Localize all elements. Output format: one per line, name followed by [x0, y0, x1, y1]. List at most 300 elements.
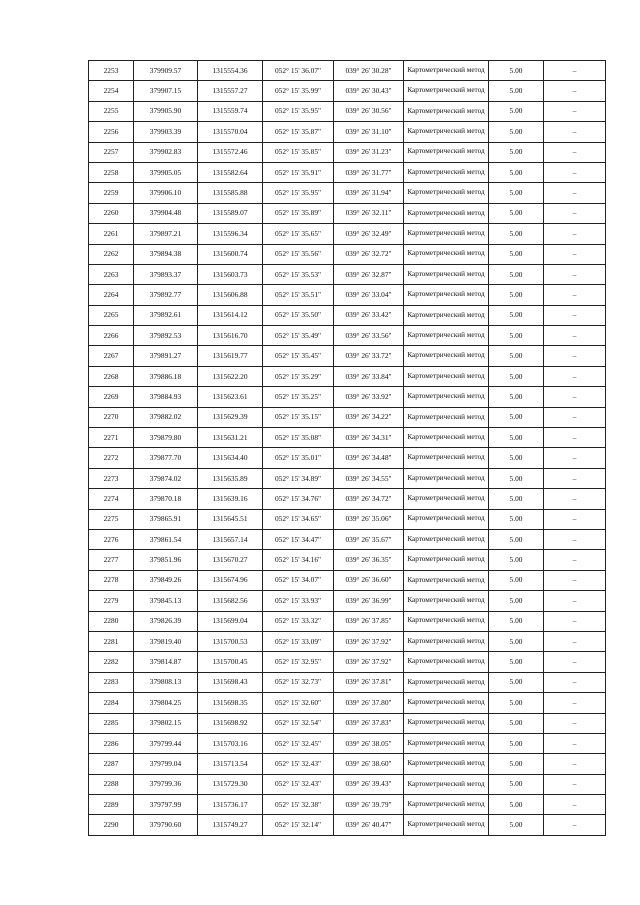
latitude-cell: 052° 15' 35.95" [263, 101, 334, 121]
table-row [89, 346, 606, 366]
y-coordinate-cell: 1315589.07 [198, 203, 263, 223]
latitude-cell: 052° 15' 34.65" [263, 509, 334, 529]
accuracy-cell: 5.00 [489, 244, 544, 264]
table-row [89, 754, 606, 774]
note-cell: – [544, 387, 606, 407]
table-row [89, 774, 606, 794]
accuracy-cell: 5.00 [489, 81, 544, 101]
longitude-cell: 039° 26' 35.67" [334, 529, 404, 549]
point-number-cell: 2261 [89, 224, 134, 244]
point-number-cell: 2262 [89, 244, 134, 264]
point-number-cell: 2277 [89, 550, 134, 570]
note-cell: – [544, 570, 606, 590]
method-cell: Картометрический метод [404, 570, 489, 590]
y-coordinate-cell: 1315557.27 [198, 81, 263, 101]
table-row [89, 183, 606, 203]
note-cell: – [544, 326, 606, 346]
method-cell: Картометрический метод [404, 509, 489, 529]
method-cell: Картометрический метод [404, 529, 489, 549]
note-cell: – [544, 142, 606, 162]
accuracy-cell: 5.00 [489, 61, 544, 81]
longitude-cell: 039° 26' 33.04" [334, 285, 404, 305]
table-row [89, 264, 606, 284]
latitude-cell: 052° 15' 34.76" [263, 489, 334, 509]
latitude-cell: 052° 15' 35.15" [263, 407, 334, 427]
x-coordinate-cell: 379808.13 [134, 672, 198, 692]
x-coordinate-cell: 379802.15 [134, 713, 198, 733]
note-cell: – [544, 631, 606, 651]
accuracy-cell: 5.00 [489, 754, 544, 774]
method-cell: Картометрический метод [404, 713, 489, 733]
table-row [89, 693, 606, 713]
x-coordinate-cell: 379892.53 [134, 326, 198, 346]
x-coordinate-cell: 379886.18 [134, 366, 198, 386]
method-cell: Картометрический метод [404, 489, 489, 509]
method-cell: Картометрический метод [404, 142, 489, 162]
note-cell: – [544, 366, 606, 386]
point-number-cell: 2279 [89, 591, 134, 611]
x-coordinate-cell: 379797.99 [134, 795, 198, 815]
longitude-cell: 039° 26' 33.56" [334, 326, 404, 346]
longitude-cell: 039° 26' 33.84" [334, 366, 404, 386]
y-coordinate-cell: 1315698.43 [198, 672, 263, 692]
longitude-cell: 039° 26' 35.06" [334, 509, 404, 529]
x-coordinate-cell: 379906.10 [134, 183, 198, 203]
latitude-cell: 052° 15' 35.25" [263, 387, 334, 407]
longitude-cell: 039° 26' 37.92" [334, 652, 404, 672]
note-cell: – [544, 611, 606, 631]
table-row [89, 326, 606, 346]
table-row [89, 428, 606, 448]
method-cell: Картометрический метод [404, 346, 489, 366]
longitude-cell: 039° 26' 30.28" [334, 61, 404, 81]
latitude-cell: 052° 15' 34.16" [263, 550, 334, 570]
note-cell: – [544, 162, 606, 182]
note-cell: – [544, 428, 606, 448]
x-coordinate-cell: 379804.25 [134, 693, 198, 713]
x-coordinate-cell: 379909.57 [134, 61, 198, 81]
longitude-cell: 039° 26' 30.43" [334, 81, 404, 101]
point-number-cell: 2270 [89, 407, 134, 427]
x-coordinate-cell: 379907.15 [134, 81, 198, 101]
longitude-cell: 039° 26' 37.80" [334, 693, 404, 713]
y-coordinate-cell: 1315700.45 [198, 652, 263, 672]
x-coordinate-cell: 379897.21 [134, 224, 198, 244]
point-number-cell: 2268 [89, 366, 134, 386]
x-coordinate-cell: 379799.44 [134, 733, 198, 753]
note-cell: – [544, 407, 606, 427]
longitude-cell: 039° 26' 40.47" [334, 815, 404, 835]
accuracy-cell: 5.00 [489, 448, 544, 468]
latitude-cell: 052° 15' 32.43" [263, 754, 334, 774]
y-coordinate-cell: 1315682.56 [198, 591, 263, 611]
longitude-cell: 039° 26' 34.72" [334, 489, 404, 509]
table-row [89, 733, 606, 753]
longitude-cell: 039° 26' 36.99" [334, 591, 404, 611]
accuracy-cell: 5.00 [489, 529, 544, 549]
note-cell: – [544, 550, 606, 570]
table-row [89, 468, 606, 488]
point-number-cell: 2290 [89, 815, 134, 835]
x-coordinate-cell: 379874.02 [134, 468, 198, 488]
accuracy-cell: 5.00 [489, 693, 544, 713]
x-coordinate-cell: 379882.02 [134, 407, 198, 427]
method-cell: Картометрический метод [404, 693, 489, 713]
accuracy-cell: 5.00 [489, 142, 544, 162]
method-cell: Картометрический метод [404, 387, 489, 407]
method-cell: Картометрический метод [404, 264, 489, 284]
table-row [89, 591, 606, 611]
latitude-cell: 052° 15' 35.29" [263, 366, 334, 386]
longitude-cell: 039° 26' 39.79" [334, 795, 404, 815]
longitude-cell: 039° 26' 33.92" [334, 387, 404, 407]
longitude-cell: 039° 26' 37.81" [334, 672, 404, 692]
accuracy-cell: 5.00 [489, 591, 544, 611]
method-cell: Картометрический метод [404, 428, 489, 448]
accuracy-cell: 5.00 [489, 733, 544, 753]
method-cell: Картометрический метод [404, 244, 489, 264]
accuracy-cell: 5.00 [489, 611, 544, 631]
table-row [89, 122, 606, 142]
method-cell: Картометрический метод [404, 652, 489, 672]
latitude-cell: 052° 15' 35.95" [263, 183, 334, 203]
point-number-cell: 2267 [89, 346, 134, 366]
y-coordinate-cell: 1315698.35 [198, 693, 263, 713]
latitude-cell: 052° 15' 33.93" [263, 591, 334, 611]
method-cell: Картометрический метод [404, 224, 489, 244]
method-cell: Картометрический метод [404, 672, 489, 692]
x-coordinate-cell: 379870.18 [134, 489, 198, 509]
method-cell: Картометрический метод [404, 326, 489, 346]
point-number-cell: 2286 [89, 733, 134, 753]
point-number-cell: 2283 [89, 672, 134, 692]
table-row [89, 550, 606, 570]
x-coordinate-cell: 379905.90 [134, 101, 198, 121]
accuracy-cell: 5.00 [489, 224, 544, 244]
longitude-cell: 039° 26' 31.77" [334, 162, 404, 182]
y-coordinate-cell: 1315585.88 [198, 183, 263, 203]
y-coordinate-cell: 1315700.53 [198, 631, 263, 651]
note-cell: – [544, 713, 606, 733]
latitude-cell: 052° 15' 35.85" [263, 142, 334, 162]
note-cell: – [544, 529, 606, 549]
method-cell: Картометрический метод [404, 733, 489, 753]
point-number-cell: 2276 [89, 529, 134, 549]
x-coordinate-cell: 379877.70 [134, 448, 198, 468]
method-cell: Картометрический метод [404, 550, 489, 570]
point-number-cell: 2266 [89, 326, 134, 346]
latitude-cell: 052° 15' 32.73" [263, 672, 334, 692]
longitude-cell: 039° 26' 36.35" [334, 550, 404, 570]
accuracy-cell: 5.00 [489, 468, 544, 488]
table-row [89, 713, 606, 733]
latitude-cell: 052° 15' 35.01" [263, 448, 334, 468]
latitude-cell: 052° 15' 35.51" [263, 285, 334, 305]
y-coordinate-cell: 1315570.04 [198, 122, 263, 142]
note-cell: – [544, 244, 606, 264]
accuracy-cell: 5.00 [489, 285, 544, 305]
y-coordinate-cell: 1315639.16 [198, 489, 263, 509]
longitude-cell: 039° 26' 37.83" [334, 713, 404, 733]
accuracy-cell: 5.00 [489, 326, 544, 346]
accuracy-cell: 5.00 [489, 570, 544, 590]
y-coordinate-cell: 1315698.92 [198, 713, 263, 733]
point-number-cell: 2256 [89, 122, 134, 142]
latitude-cell: 052° 15' 34.07" [263, 570, 334, 590]
table-row [89, 448, 606, 468]
method-cell: Картометрический метод [404, 81, 489, 101]
longitude-cell: 039° 26' 34.55" [334, 468, 404, 488]
point-number-cell: 2271 [89, 428, 134, 448]
point-number-cell: 2287 [89, 754, 134, 774]
longitude-cell: 039° 26' 38.60" [334, 754, 404, 774]
accuracy-cell: 5.00 [489, 774, 544, 794]
y-coordinate-cell: 1315699.04 [198, 611, 263, 631]
note-cell: – [544, 224, 606, 244]
accuracy-cell: 5.00 [489, 122, 544, 142]
longitude-cell: 039° 26' 30.56" [334, 101, 404, 121]
table-row [89, 81, 606, 101]
latitude-cell: 052° 15' 35.87" [263, 122, 334, 142]
accuracy-cell: 5.00 [489, 387, 544, 407]
y-coordinate-cell: 1315635.89 [198, 468, 263, 488]
latitude-cell: 052° 15' 36.07" [263, 61, 334, 81]
latitude-cell: 052° 15' 32.60" [263, 693, 334, 713]
latitude-cell: 052° 15' 35.50" [263, 305, 334, 325]
accuracy-cell: 5.00 [489, 305, 544, 325]
accuracy-cell: 5.00 [489, 509, 544, 529]
method-cell: Картометрический метод [404, 795, 489, 815]
point-number-cell: 2265 [89, 305, 134, 325]
note-cell: – [544, 448, 606, 468]
x-coordinate-cell: 379799.36 [134, 774, 198, 794]
y-coordinate-cell: 1315623.61 [198, 387, 263, 407]
longitude-cell: 039° 26' 33.72" [334, 346, 404, 366]
accuracy-cell: 5.00 [489, 815, 544, 835]
latitude-cell: 052° 15' 32.43" [263, 774, 334, 794]
longitude-cell: 039° 26' 36.60" [334, 570, 404, 590]
table-row [89, 611, 606, 631]
latitude-cell: 052° 15' 35.56" [263, 244, 334, 264]
table-row [89, 101, 606, 121]
y-coordinate-cell: 1315614.12 [198, 305, 263, 325]
point-number-cell: 2289 [89, 795, 134, 815]
table-row [89, 795, 606, 815]
point-number-cell: 2263 [89, 264, 134, 284]
accuracy-cell: 5.00 [489, 203, 544, 223]
method-cell: Картометрический метод [404, 162, 489, 182]
coordinates-table [88, 60, 606, 836]
latitude-cell: 052° 15' 35.89" [263, 203, 334, 223]
latitude-cell: 052° 15' 35.65" [263, 224, 334, 244]
accuracy-cell: 5.00 [489, 550, 544, 570]
y-coordinate-cell: 1315674.96 [198, 570, 263, 590]
accuracy-cell: 5.00 [489, 183, 544, 203]
method-cell: Картометрический метод [404, 101, 489, 121]
x-coordinate-cell: 379892.61 [134, 305, 198, 325]
x-coordinate-cell: 379790.60 [134, 815, 198, 835]
x-coordinate-cell: 379879.80 [134, 428, 198, 448]
method-cell: Картометрический метод [404, 774, 489, 794]
latitude-cell: 052° 15' 34.47" [263, 529, 334, 549]
y-coordinate-cell: 1315631.21 [198, 428, 263, 448]
coordinates-table-body [89, 61, 606, 836]
note-cell: – [544, 672, 606, 692]
longitude-cell: 039° 26' 31.10" [334, 122, 404, 142]
latitude-cell: 052° 15' 32.14" [263, 815, 334, 835]
note-cell: – [544, 489, 606, 509]
point-number-cell: 2280 [89, 611, 134, 631]
latitude-cell: 052° 15' 32.38" [263, 795, 334, 815]
longitude-cell: 039° 26' 31.23" [334, 142, 404, 162]
y-coordinate-cell: 1315616.70 [198, 326, 263, 346]
note-cell: – [544, 183, 606, 203]
method-cell: Картометрический метод [404, 122, 489, 142]
method-cell: Картометрический метод [404, 183, 489, 203]
x-coordinate-cell: 379799.04 [134, 754, 198, 774]
method-cell: Картометрический метод [404, 815, 489, 835]
table-row [89, 162, 606, 182]
y-coordinate-cell: 1315554.36 [198, 61, 263, 81]
longitude-cell: 039° 26' 34.48" [334, 448, 404, 468]
table-row [89, 489, 606, 509]
latitude-cell: 052° 15' 35.49" [263, 326, 334, 346]
point-number-cell: 2254 [89, 81, 134, 101]
table-row [89, 224, 606, 244]
y-coordinate-cell: 1315670.27 [198, 550, 263, 570]
accuracy-cell: 5.00 [489, 672, 544, 692]
note-cell: – [544, 815, 606, 835]
method-cell: Картометрический метод [404, 448, 489, 468]
table-row [89, 570, 606, 590]
longitude-cell: 039° 26' 38.05" [334, 733, 404, 753]
note-cell: – [544, 203, 606, 223]
method-cell: Картометрический метод [404, 305, 489, 325]
note-cell: – [544, 101, 606, 121]
longitude-cell: 039° 26' 33.42" [334, 305, 404, 325]
longitude-cell: 039° 26' 32.49" [334, 224, 404, 244]
method-cell: Картометрический метод [404, 285, 489, 305]
note-cell: – [544, 346, 606, 366]
longitude-cell: 039° 26' 32.87" [334, 264, 404, 284]
y-coordinate-cell: 1315645.51 [198, 509, 263, 529]
accuracy-cell: 5.00 [489, 652, 544, 672]
accuracy-cell: 5.00 [489, 489, 544, 509]
point-number-cell: 2274 [89, 489, 134, 509]
x-coordinate-cell: 379905.05 [134, 162, 198, 182]
longitude-cell: 039° 26' 32.72" [334, 244, 404, 264]
point-number-cell: 2275 [89, 509, 134, 529]
y-coordinate-cell: 1315559.74 [198, 101, 263, 121]
x-coordinate-cell: 379902.83 [134, 142, 198, 162]
method-cell: Картометрический метод [404, 61, 489, 81]
point-number-cell: 2273 [89, 468, 134, 488]
note-cell: – [544, 591, 606, 611]
longitude-cell: 039° 26' 32.11" [334, 203, 404, 223]
longitude-cell: 039° 26' 39.43" [334, 774, 404, 794]
note-cell: – [544, 468, 606, 488]
accuracy-cell: 5.00 [489, 264, 544, 284]
latitude-cell: 052° 15' 32.95" [263, 652, 334, 672]
point-number-cell: 2269 [89, 387, 134, 407]
note-cell: – [544, 509, 606, 529]
x-coordinate-cell: 379892.77 [134, 285, 198, 305]
point-number-cell: 2282 [89, 652, 134, 672]
accuracy-cell: 5.00 [489, 346, 544, 366]
y-coordinate-cell: 1315749.27 [198, 815, 263, 835]
point-number-cell: 2260 [89, 203, 134, 223]
x-coordinate-cell: 379845.13 [134, 591, 198, 611]
point-number-cell: 2253 [89, 61, 134, 81]
longitude-cell: 039° 26' 37.92" [334, 631, 404, 651]
y-coordinate-cell: 1315629.39 [198, 407, 263, 427]
y-coordinate-cell: 1315619.77 [198, 346, 263, 366]
point-number-cell: 2288 [89, 774, 134, 794]
note-cell: – [544, 733, 606, 753]
y-coordinate-cell: 1315600.74 [198, 244, 263, 264]
latitude-cell: 052° 15' 32.45" [263, 733, 334, 753]
longitude-cell: 039° 26' 37.85" [334, 611, 404, 631]
latitude-cell: 052° 15' 35.53" [263, 264, 334, 284]
note-cell: – [544, 81, 606, 101]
longitude-cell: 039° 26' 31.94" [334, 183, 404, 203]
table-row [89, 366, 606, 386]
longitude-cell: 039° 26' 34.31" [334, 428, 404, 448]
y-coordinate-cell: 1315657.14 [198, 529, 263, 549]
accuracy-cell: 5.00 [489, 366, 544, 386]
point-number-cell: 2284 [89, 693, 134, 713]
x-coordinate-cell: 379814.87 [134, 652, 198, 672]
point-number-cell: 2255 [89, 101, 134, 121]
table-row [89, 387, 606, 407]
accuracy-cell: 5.00 [489, 795, 544, 815]
x-coordinate-cell: 379893.37 [134, 264, 198, 284]
table-row [89, 142, 606, 162]
point-number-cell: 2259 [89, 183, 134, 203]
x-coordinate-cell: 379894.38 [134, 244, 198, 264]
table-row [89, 815, 606, 835]
note-cell: – [544, 774, 606, 794]
point-number-cell: 2264 [89, 285, 134, 305]
x-coordinate-cell: 379903.39 [134, 122, 198, 142]
point-number-cell: 2281 [89, 631, 134, 651]
method-cell: Картометрический метод [404, 203, 489, 223]
point-number-cell: 2285 [89, 713, 134, 733]
table-row [89, 305, 606, 325]
latitude-cell: 052° 15' 35.45" [263, 346, 334, 366]
x-coordinate-cell: 379826.39 [134, 611, 198, 631]
table-row [89, 203, 606, 223]
y-coordinate-cell: 1315582.64 [198, 162, 263, 182]
table-row [89, 509, 606, 529]
note-cell: – [544, 305, 606, 325]
x-coordinate-cell: 379865.91 [134, 509, 198, 529]
longitude-cell: 039° 26' 34.22" [334, 407, 404, 427]
method-cell: Картометрический метод [404, 591, 489, 611]
note-cell: – [544, 795, 606, 815]
method-cell: Картометрический метод [404, 407, 489, 427]
accuracy-cell: 5.00 [489, 631, 544, 651]
method-cell: Картометрический метод [404, 631, 489, 651]
note-cell: – [544, 754, 606, 774]
latitude-cell: 052° 15' 35.99" [263, 81, 334, 101]
y-coordinate-cell: 1315603.73 [198, 264, 263, 284]
table-row [89, 285, 606, 305]
table-row [89, 407, 606, 427]
method-cell: Картометрический метод [404, 754, 489, 774]
x-coordinate-cell: 379904.48 [134, 203, 198, 223]
point-number-cell: 2258 [89, 162, 134, 182]
